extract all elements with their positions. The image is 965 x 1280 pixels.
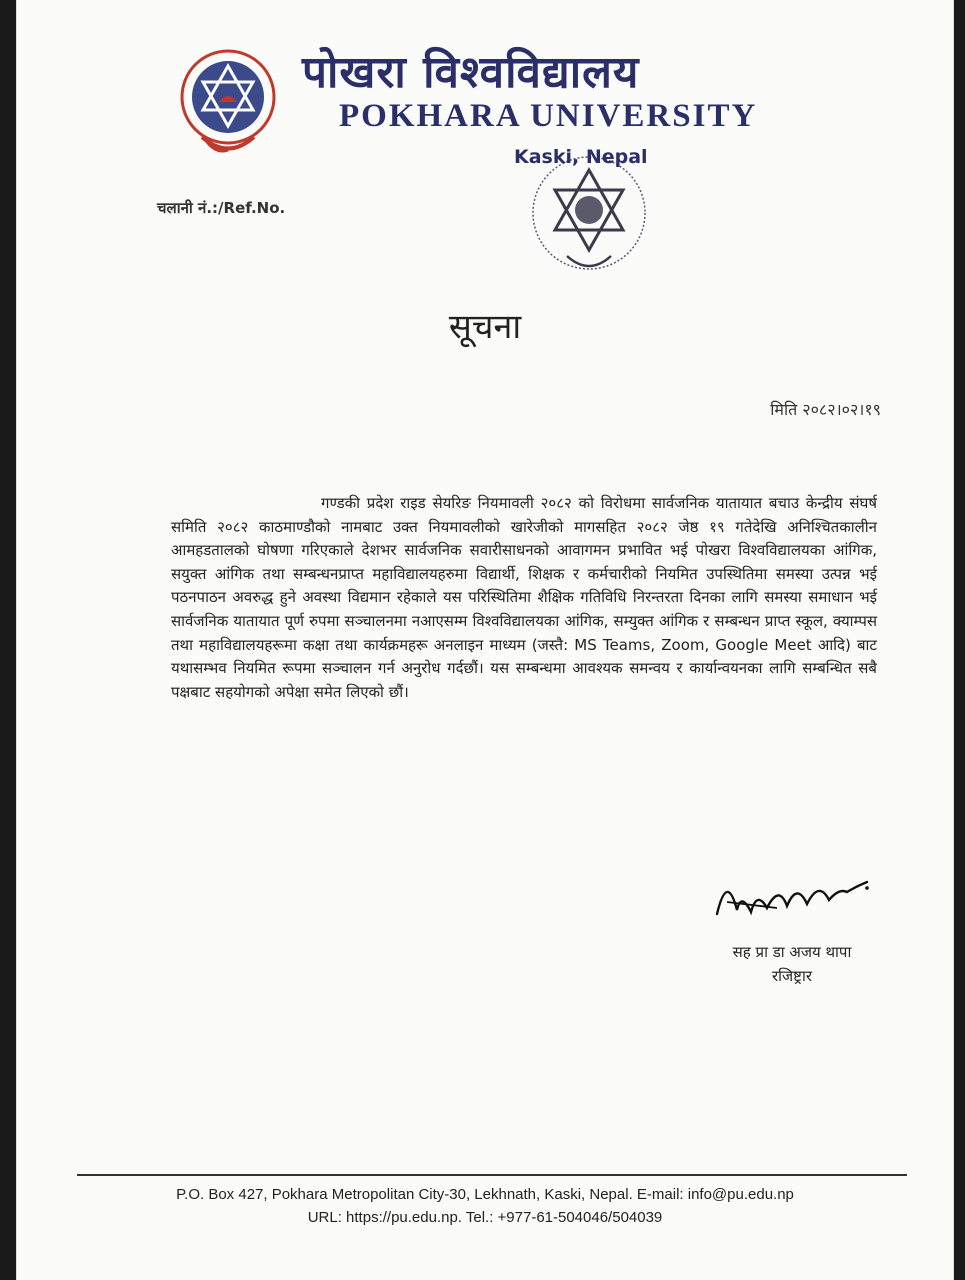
- footer-divider: [77, 1174, 907, 1176]
- university-name-nepali: पोखरा विश्वविद्यालय: [302, 47, 640, 98]
- university-name-english: POKHARA UNIVERSITY: [339, 98, 758, 134]
- signatory-title: रजिष्ट्रार: [772, 967, 812, 985]
- university-logo: [167, 42, 289, 164]
- seal-location-label: Kaski, Nepal: [514, 146, 648, 168]
- signatory-name: सह प्रा डा अजय थापा: [732, 943, 852, 961]
- footer-address: P.O. Box 427, Pokhara Metropolitan City-30, Lekhnath, Kaski, Nepal. E-mail: info@pu.edu.np: [176, 1186, 794, 1203]
- notice-date: मिति २०८२।०२।१९: [770, 400, 881, 419]
- signatory-block: [692, 940, 892, 988]
- reference-number-label: चलानी नं.:/Ref.No.: [157, 199, 286, 217]
- footer-web-phone: URL: https://pu.edu.np. Tel.: +977-61-504046/504039: [307, 1209, 663, 1226]
- notice-title: सूचना: [448, 307, 522, 347]
- registrar-signature: [707, 862, 877, 932]
- letter-page: [16, 0, 954, 1280]
- footer-contact: [17, 1183, 953, 1229]
- notice-body: गण्डकी प्रदेश राइड सेयरिङ नियमावली २०८२ को विरोधमा सार्वजनिक यातायात बचाउ केन्द्रीय संघर्ष समिति २०८२ काठमाण्डौको नामबाट उक्त नियमावलीको खारेजीको मागसहित २०८२ जेष्ठ १९ गतेदेखि अनिश्चितकालीन आमहडतालको घोषणा गरिएकाले देशभर सार्वजनिक सवारीसाधनको आवागमन प्रभावित भई पोखरा विश्वविद्यालयका आंगिक, सयुक्त आंगिक तथा सम्बन्धनप्राप्त महाविद्यालयहरुमा विद्यार्थी, शिक्षक र कर्मचारीको नियमित उपस्थितिमा समस्या उत्पन्न भई पठनपाठन अवरुद्ध हुने अवस्था विद्यमान रहेकाले यस परिस्थितिमा शैक्षिक गतिविधि निरन्तरता दिनका लागि समस्या समाधान भई सार्वजनिक यातायात पूर्ण रुपमा सञ्चालनमा नआएसम्म विश्वविद्यालयका आंगिक, सम्युक्त आंगिक र सम्बन्धन प्राप्त स्कूल, क्याम्पस तथा महाविद्यालयहरूमा कक्षा तथा कार्यक्रमहरू अनलाइन माध्यम (जस्तै: MS Teams, Zoom, Google Meet आदि) बाट यथासम्भव नियमित रूपमा सञ्चालन गर्न अनुरोध गर्दछौं। यस सम्बन्धमा आवश्यक समन्वय र कार्यान्वयनका लागि सम्बन्धित सबै पक्षबाट सहयोगको अपेक्षा समेत लिएको छौं।: [171, 494, 877, 701]
